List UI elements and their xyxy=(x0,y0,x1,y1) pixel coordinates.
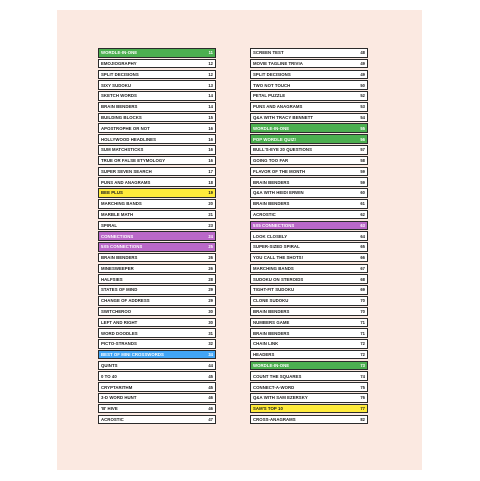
toc-entry-title: SPLIT DECISIONS xyxy=(101,71,139,77)
toc-entry-title: SUDOKU ON STEROIDS xyxy=(253,276,304,282)
toc-entry-title: ACROSTIC xyxy=(253,212,276,218)
toc-entry-title: CONNECT-A-WORD xyxy=(253,384,295,390)
toc-entry-page: 65 xyxy=(360,244,365,250)
toc-entry-page: 49 xyxy=(360,71,365,77)
toc-entry xyxy=(98,382,216,392)
toc-entry xyxy=(98,167,216,177)
toc-entry xyxy=(250,70,368,80)
toc-entry-page: 68 xyxy=(360,276,365,282)
toc-entry-title: SPIRAL xyxy=(101,222,118,228)
toc-entry-page: 47 xyxy=(208,416,213,422)
toc-entry-title: SPLIT DECISIONS xyxy=(253,71,291,77)
toc-entry xyxy=(98,91,216,101)
toc-entry xyxy=(250,134,368,144)
toc-entry-page: 75 xyxy=(360,384,365,390)
toc-entry-title: MARCHING BANDS xyxy=(253,265,294,271)
toc-entry-title: PETAL PUZZLE xyxy=(253,93,286,99)
toc-entry xyxy=(98,393,216,403)
toc-entry-title: TWO NOT TOUCH xyxy=(253,82,291,88)
toc-entry-page: 17 xyxy=(208,168,213,174)
toc-entry-title: SAM'S TOP 10 xyxy=(253,406,283,412)
toc-entry-title: HALFSIES xyxy=(101,276,123,282)
toc-entry xyxy=(250,91,368,101)
toc-entry-page: 14 xyxy=(208,104,213,110)
toc-entry-page: 56 xyxy=(360,136,365,142)
toc-entry-title: WORDLE-IN-ONE xyxy=(253,362,290,368)
toc-entry-title: ACROSTIC xyxy=(101,416,124,422)
toc-entry-page: 60 xyxy=(360,190,365,196)
toc-entry xyxy=(250,221,368,231)
toc-entry xyxy=(98,199,216,209)
toc-entry-page: 15 xyxy=(208,114,213,120)
toc-entry-page: 21 xyxy=(208,212,213,218)
toc-entry xyxy=(98,70,216,80)
toc-entry-title: 'B' HIVE xyxy=(101,406,118,412)
toc-entry xyxy=(250,199,368,209)
toc-entry-page: 72 xyxy=(360,341,365,347)
toc-entry-page: 74 xyxy=(360,373,365,379)
toc-entry-title: CROSS-ANAGRAMS xyxy=(253,416,296,422)
toc-entry-page: 73 xyxy=(360,362,365,368)
toc-entry xyxy=(98,102,216,112)
toc-entry-page: 53 xyxy=(360,104,365,110)
toc-entry-title: BULL'S-EYE 20 QUESTIONS xyxy=(253,147,312,153)
toc-entry-page: 46 xyxy=(208,406,213,412)
toc-entry-title: BRAIN BENDERS xyxy=(101,104,138,110)
toc-entry-page: 61 xyxy=(360,201,365,207)
toc-entry-page: 26 xyxy=(208,255,213,261)
toc-entry-title: Q&A WITH TRACY BENNETT xyxy=(253,114,314,120)
toc-entry xyxy=(98,48,216,58)
toc-entry-title: CHANGE OF ADDRESS xyxy=(101,298,150,304)
toc-entry-title: PICTO-STRANDS xyxy=(101,341,137,347)
toc-entry xyxy=(250,339,368,349)
toc-column-right xyxy=(250,48,368,425)
toc-entry-title: 5X5 CONNECTIONS xyxy=(101,244,143,250)
toc-entry-page: 77 xyxy=(360,406,365,412)
toc-entry-page: 16 xyxy=(208,158,213,164)
toc-entry xyxy=(250,80,368,90)
toc-entry-title: BRAIN BENDERS xyxy=(253,179,290,185)
toc-column-left xyxy=(98,48,216,425)
toc-entry-page: 31 xyxy=(208,330,213,336)
toc-entry xyxy=(98,123,216,133)
toc-entry xyxy=(98,156,216,166)
toc-entry-page: 54 xyxy=(360,114,365,120)
toc-entry-page: 18 xyxy=(208,179,213,185)
toc-entry-page: 48 xyxy=(360,50,365,56)
toc-entry-title: MARCHING BANDS xyxy=(101,201,142,207)
toc-entry xyxy=(250,123,368,133)
toc-entry-page: 44 xyxy=(208,362,213,368)
toc-entry xyxy=(250,264,368,274)
toc-entry-title: SWITCHEROO xyxy=(101,309,132,315)
toc-entry xyxy=(250,274,368,284)
toc-entry-title: 5X5 CONNECTIONS xyxy=(253,222,295,228)
toc-entry-page: 20 xyxy=(208,201,213,207)
toc-entry xyxy=(250,361,368,371)
toc-entry-page: 82 xyxy=(360,416,365,422)
toc-entry-page: 49 xyxy=(360,61,365,67)
toc-entry xyxy=(250,253,368,263)
toc-entry-title: SUM MATCHSTICKS xyxy=(101,147,144,153)
toc-page xyxy=(57,10,422,470)
toc-entry xyxy=(250,393,368,403)
toc-entry xyxy=(98,231,216,241)
toc-entry-title: CRYPTARITHM xyxy=(101,384,133,390)
toc-entry-page: 12 xyxy=(208,61,213,67)
toc-entry xyxy=(250,177,368,187)
toc-entry xyxy=(250,48,368,58)
toc-entry xyxy=(98,404,216,414)
toc-entry-title: MINESWEEPER xyxy=(101,265,134,271)
toc-entry-page: 71 xyxy=(360,330,365,336)
toc-entry-page: 23 xyxy=(208,222,213,228)
toc-entry xyxy=(250,59,368,69)
toc-entry-title: SUPER SEVEN SEARCH xyxy=(101,168,152,174)
toc-entry xyxy=(250,285,368,295)
toc-entry-title: BUILDING BLOCKS xyxy=(101,114,142,120)
toc-entry-page: 63 xyxy=(360,222,365,228)
toc-entry-page: 30 xyxy=(208,319,213,325)
toc-entry-title: 3-D WORD HUNT xyxy=(101,395,137,401)
toc-entry xyxy=(98,415,216,425)
toc-entry xyxy=(250,318,368,328)
toc-entry xyxy=(250,350,368,360)
toc-entry-page: 19 xyxy=(208,190,213,196)
toc-entry-page: 55 xyxy=(360,125,365,131)
toc-entry-title: PUNS AND ANAGRAMS xyxy=(101,179,151,185)
toc-entry-page: 46 xyxy=(208,395,213,401)
toc-entry xyxy=(250,145,368,155)
toc-entry-title: YOU CALL THE SHOTS! xyxy=(253,255,304,261)
toc-entry xyxy=(98,145,216,155)
toc-entry-title: CHAIN LINK xyxy=(253,341,279,347)
toc-entry-page: 45 xyxy=(208,373,213,379)
toc-entry-page: 58 xyxy=(360,158,365,164)
toc-entry xyxy=(250,102,368,112)
toc-entry xyxy=(98,296,216,306)
toc-entry xyxy=(250,113,368,123)
toc-entry-page: 29 xyxy=(208,298,213,304)
toc-entry-page: 26 xyxy=(208,265,213,271)
toc-entry-page: 34 xyxy=(208,352,213,358)
toc-entry-title: BEE PLUS xyxy=(101,190,123,196)
toc-entry-title: BRAIN BENDERS xyxy=(253,309,290,315)
toc-entry-page: 28 xyxy=(208,276,213,282)
toc-entry xyxy=(98,328,216,338)
toc-entry-page: 14 xyxy=(208,93,213,99)
toc-entry xyxy=(98,221,216,231)
toc-entry-title: SCREEN TEST xyxy=(253,50,284,56)
toc-entry-page: 12 xyxy=(208,71,213,77)
toc-entry-title: WORD DOODLES xyxy=(101,330,138,336)
toc-entry-title: CONNECTIONS xyxy=(101,233,134,239)
toc-entry xyxy=(250,296,368,306)
toc-entry-title: Q&A WITH HEIDI ERWIN xyxy=(253,190,304,196)
toc-entry-page: 67 xyxy=(360,265,365,271)
toc-entry-page: 16 xyxy=(208,147,213,153)
toc-entry-title: WORDLE-IN-ONE xyxy=(253,125,290,131)
toc-entry-title: LEFT AND RIGHT xyxy=(101,319,138,325)
toc-entry-page: 50 xyxy=(360,82,365,88)
toc-entry xyxy=(98,285,216,295)
toc-entry-title: POP WORDLE QUIZ! xyxy=(253,136,296,142)
toc-entry-title: HOLLYWOOD HEADLINES xyxy=(101,136,156,142)
toc-entry-page: 16 xyxy=(208,125,213,131)
toc-entry-page: 25 xyxy=(208,244,213,250)
toc-entry-page: 69 xyxy=(360,287,365,293)
toc-entry-page: 32 xyxy=(208,341,213,347)
toc-entry xyxy=(98,113,216,123)
toc-entry-title: STATES OF MIND xyxy=(101,287,138,293)
toc-entry xyxy=(250,167,368,177)
toc-entry-title: MARBLE MATH xyxy=(101,212,134,218)
toc-entry xyxy=(98,339,216,349)
toc-entry xyxy=(98,274,216,284)
toc-entry xyxy=(250,415,368,425)
toc-entry-page: 70 xyxy=(360,309,365,315)
toc-entry-title: QUINTS xyxy=(101,362,118,368)
toc-entry-title: WORDLE-IN-ONE xyxy=(101,50,138,56)
toc-entry-title: BRAIN BENDERS xyxy=(101,255,138,261)
toc-entry-page: 70 xyxy=(360,298,365,304)
toc-entry-title: HEADERS xyxy=(253,352,275,358)
toc-entry-title: LOOK CLOSELY xyxy=(253,233,288,239)
toc-entry xyxy=(250,382,368,392)
toc-entry-title: GOING TOO FAR xyxy=(253,158,289,164)
toc-entry-title: 0 TO 40 xyxy=(101,373,117,379)
toc-entry xyxy=(250,307,368,317)
toc-entry xyxy=(250,231,368,241)
toc-entry xyxy=(98,59,216,69)
toc-entry-title: NUMBERS GAME xyxy=(253,319,290,325)
toc-entry-title: TIGHT-FIT SUDOKU xyxy=(253,287,295,293)
toc-entry xyxy=(250,404,368,414)
toc-entry-page: 16 xyxy=(208,136,213,142)
toc-entry-title: SIXY SUDOKU xyxy=(101,82,132,88)
toc-entry-page: 52 xyxy=(360,93,365,99)
toc-entry-page: 11 xyxy=(208,50,213,56)
toc-entry-page: 66 xyxy=(360,255,365,261)
toc-entry-title: BRAIN BENDERS xyxy=(253,201,290,207)
toc-entry xyxy=(98,318,216,328)
toc-entry xyxy=(250,242,368,252)
toc-entry xyxy=(98,253,216,263)
toc-entry-page: 71 xyxy=(360,319,365,325)
toc-entry xyxy=(98,134,216,144)
toc-entry xyxy=(98,80,216,90)
toc-entry-page: 29 xyxy=(208,287,213,293)
toc-entry-title: APOSTROPHE OR NOT xyxy=(101,125,150,131)
toc-entry-title: SUPER-SIZED SPIRAL xyxy=(253,244,300,250)
toc-entry-page: 72 xyxy=(360,352,365,358)
toc-entry xyxy=(250,156,368,166)
toc-entry xyxy=(250,371,368,381)
toc-entry-title: EMOJIOGRAPHY xyxy=(101,61,137,67)
toc-entry-page: 64 xyxy=(360,233,365,239)
toc-entry-page: 13 xyxy=(208,82,213,88)
toc-entry xyxy=(98,307,216,317)
toc-entry xyxy=(98,361,216,371)
toc-entry-title: TRUE OR FALSE ETYMOLOGY xyxy=(101,158,166,164)
toc-entry xyxy=(98,371,216,381)
toc-entry-title: Q&A WITH SAM EZERSKY xyxy=(253,395,308,401)
toc-entry-title: BRAIN BENDERS xyxy=(253,330,290,336)
toc-entry-page: 57 xyxy=(360,147,365,153)
toc-entry-title: CLONE SUDOKU xyxy=(253,298,289,304)
toc-entry-title: BEST OF MINI CROSSWORDS xyxy=(101,352,164,358)
toc-entry xyxy=(98,350,216,360)
toc-entry xyxy=(98,210,216,220)
toc-entry-page: 59 xyxy=(360,168,365,174)
toc-entry-title: COUNT THE SQUARES xyxy=(253,373,302,379)
toc-entry xyxy=(98,177,216,187)
toc-entry xyxy=(250,210,368,220)
toc-entry-page: 59 xyxy=(360,179,365,185)
toc-entry-page: 76 xyxy=(360,395,365,401)
toc-entry-page: 30 xyxy=(208,309,213,315)
toc-entry-page: 62 xyxy=(360,212,365,218)
toc-entry-title: MOVIE TAGLINE TRIVIA xyxy=(253,61,303,67)
toc-entry-page: 45 xyxy=(208,384,213,390)
toc-entry xyxy=(250,188,368,198)
toc-entry xyxy=(250,328,368,338)
toc-entry-title: SKETCH WORDS xyxy=(101,93,137,99)
toc-entry-page: 24 xyxy=(208,233,213,239)
toc-entry-title: FLAVOR OF THE MONTH xyxy=(253,168,306,174)
toc-entry xyxy=(98,264,216,274)
toc-entry xyxy=(98,242,216,252)
toc-entry-title: PUNS AND ANAGRAMS xyxy=(253,104,303,110)
toc-entry xyxy=(98,188,216,198)
